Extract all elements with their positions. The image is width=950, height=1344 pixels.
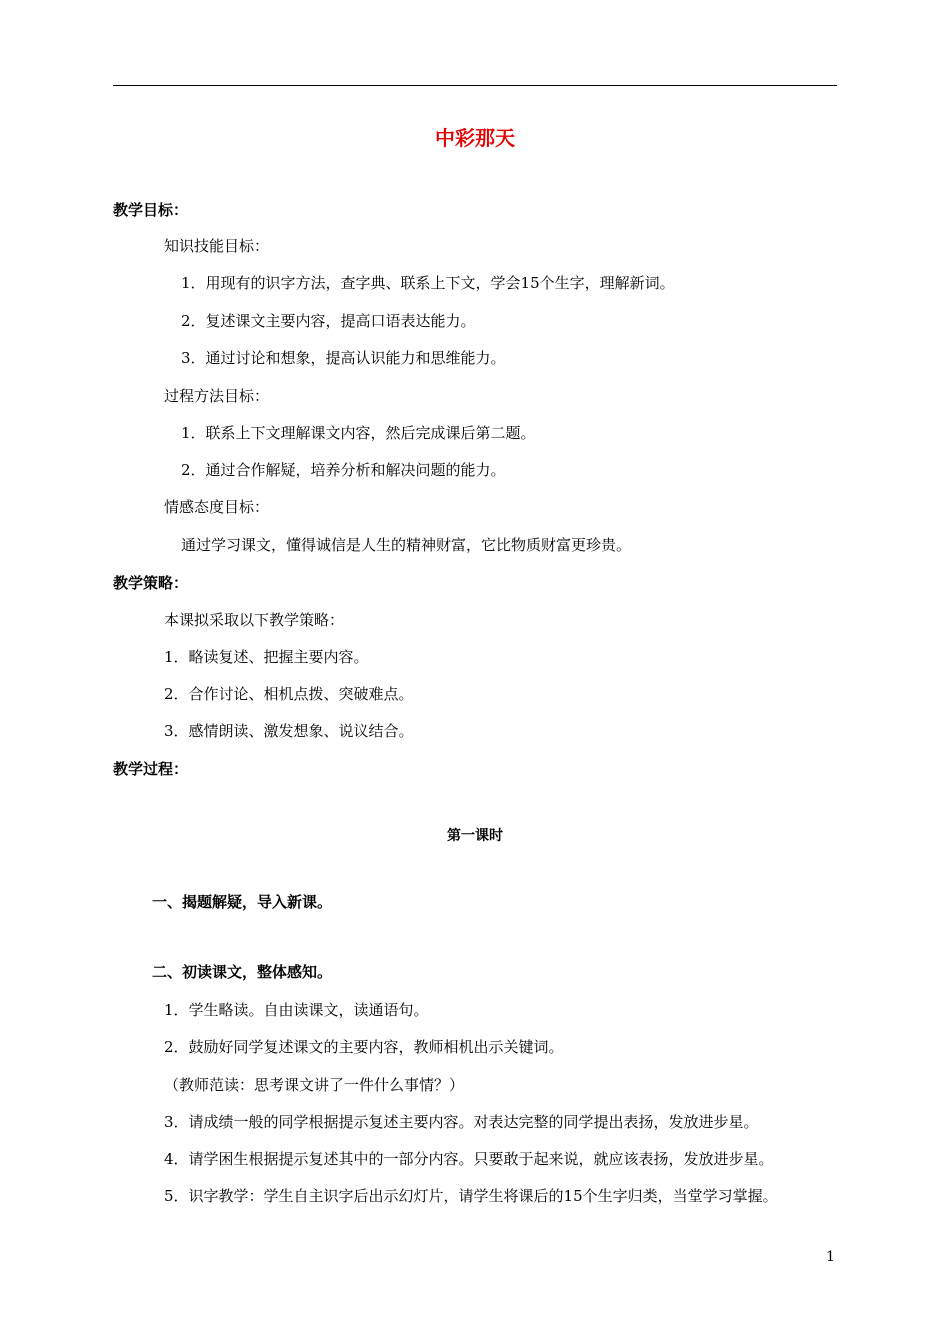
section-item: 1．学生略读。自由读课文，读通语句。 — [164, 1001, 429, 1019]
knowledge-item: 1．用现有的识字方法，查字典、联系上下文，学会15个生字，理解新词。 — [181, 274, 675, 292]
section-heading: 二、初读课文，整体感知。 — [152, 963, 333, 981]
section-note: （教师范读：思考课文讲了一件什么事情？） — [164, 1076, 465, 1094]
knowledge-heading: 知识技能目标： — [164, 237, 270, 255]
knowledge-item: 2．复述课文主要内容，提高口语表达能力。 — [181, 312, 476, 330]
lesson-heading: 第一课时 — [447, 828, 503, 844]
strategy-item: 3．感情朗读、激发想象、说议结合。 — [164, 722, 414, 740]
knowledge-item: 3．通过讨论和想象，提高认识能力和思维能力。 — [181, 349, 506, 367]
strategy-heading: 教学策略： — [113, 574, 189, 592]
process-heading: 过程方法目标： — [164, 387, 270, 405]
section-item: 5．识字教学：学生自主识字后出示幻灯片，请学生将课后的15个生字归类，当堂学习掌握。 — [164, 1187, 778, 1205]
section-heading: 一、揭题解疑，导入新课。 — [152, 893, 333, 911]
section-item: 2．鼓励好同学复述课文的主要内容，教师相机出示关键词。 — [164, 1038, 564, 1056]
emotion-heading: 情感态度目标： — [164, 498, 270, 516]
page-number: 1 — [826, 1249, 835, 1265]
process-item: 1．联系上下文理解课文内容，然后完成课后第二题。 — [181, 424, 536, 442]
header-rule — [113, 85, 837, 86]
emotion-text: 通过学习课文，懂得诚信是人生的精神财富，它比物质财富更珍贵。 — [181, 536, 632, 554]
strategy-intro: 本课拟采取以下教学策略： — [164, 611, 345, 629]
strategy-item: 1．略读复述、把握主要内容。 — [164, 648, 369, 666]
document-title: 中彩那天 — [435, 126, 515, 150]
strategy-item: 2．合作讨论、相机点拨、突破难点。 — [164, 685, 414, 703]
section-item: 3．请成绩一般的同学根据提示复述主要内容。对表达完整的同学提出表扬，发放进步星。 — [164, 1113, 759, 1131]
process-item: 2．通过合作解疑，培养分析和解决问题的能力。 — [181, 461, 506, 479]
teaching-process-heading: 教学过程： — [113, 760, 189, 778]
goals-heading: 教学目标： — [113, 201, 189, 219]
section-item: 4．请学困生根据提示复述其中的一部分内容。只要敢于起来说，就应该表扬，发放进步星。 — [164, 1150, 774, 1168]
